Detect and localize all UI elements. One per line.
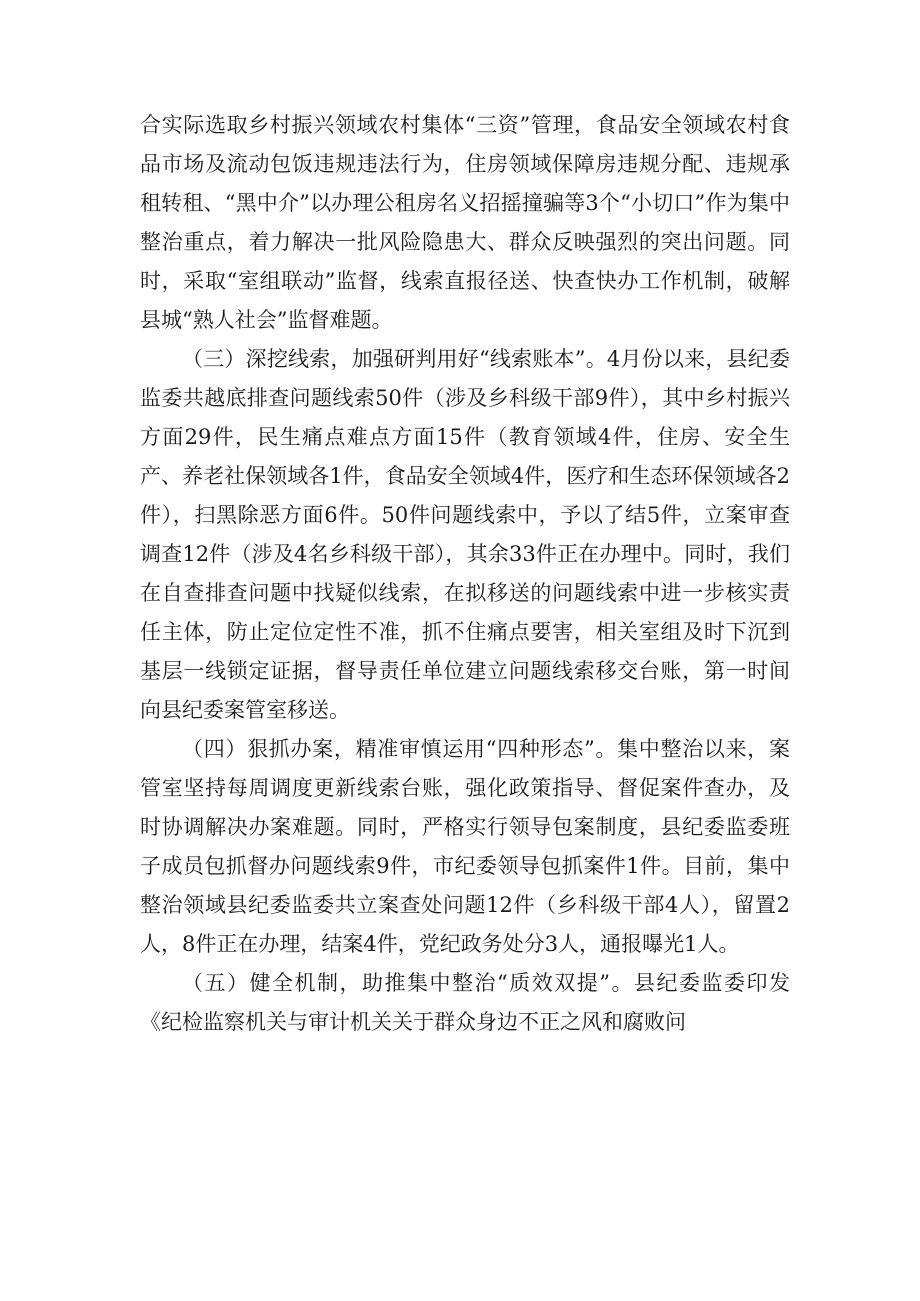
paragraph-2: （三）深挖线索，加强研判用好“线索账本”。4月份以来，县纪委监委共越底排查问题线索50件（涉及乡科级干部9件），其中乡村振兴方面29件，民生痛点难点方面15件（教育领域4件，住房、安全生产、养老社保领域各1件，食品安全领域4件，医疗和生态环保领域各2件），扫黑除恶方面6件。50件问题线索中，予以了结5件，立案审查调查12件（涉及4名乡科级干部），其余33件正在办理中。同时，我们在自查排查问题中找疑似线索，在拟移送的问题线索中进一步核实责任主体，防止定位定性不准，抓不住痛点要害，相关室组及时下沉到基层一线锁定证据，督导责任单位建立问题线索移交台账，第一时间向县纪委案管室移送。	[140, 347, 790, 722]
paragraph-1: 合实际选取乡村振兴领域农村集体“三资”管理，食品安全领域农村食品市场及流动包饭违规违法行为，住房领域保障房违规分配、违规承租转租、“黑中介”以办理公租房名义招摇撞骗等3个“小切口”作为集中整治重点，着力解决一批风险隐患大、群众反映强烈的突出问题。同时，采取“室组联动”监督，线索直报径送、快查快办工作机制，破解县城“熟人社会”监督难题。	[140, 113, 790, 332]
paragraph-4: （五）健全机制，助推集中整治“质效双提”。县纪委监委印发《纪检监察机关与审计机关关于群众身边不正之风和腐败问	[140, 971, 790, 1034]
document-body	[140, 106, 790, 1042]
paragraph-3: （四）狠抓办案，精准审慎运用“四种形态”。集中整治以来，案管室坚持每周调度更新线索台账，强化政策指导、督促案件查办，及时协调解决办案难题。同时，严格实行领导包案制度，县纪委监委班子成员包抓督办问题线索9件，市纪委领导包抓案件1件。目前，集中整治领域县纪委监委共立案查处问题12件（乡科级干部4人），留置2人，8件正在办理，结案4件，党纪政务处分3人，通报曝光1人。	[140, 737, 790, 956]
